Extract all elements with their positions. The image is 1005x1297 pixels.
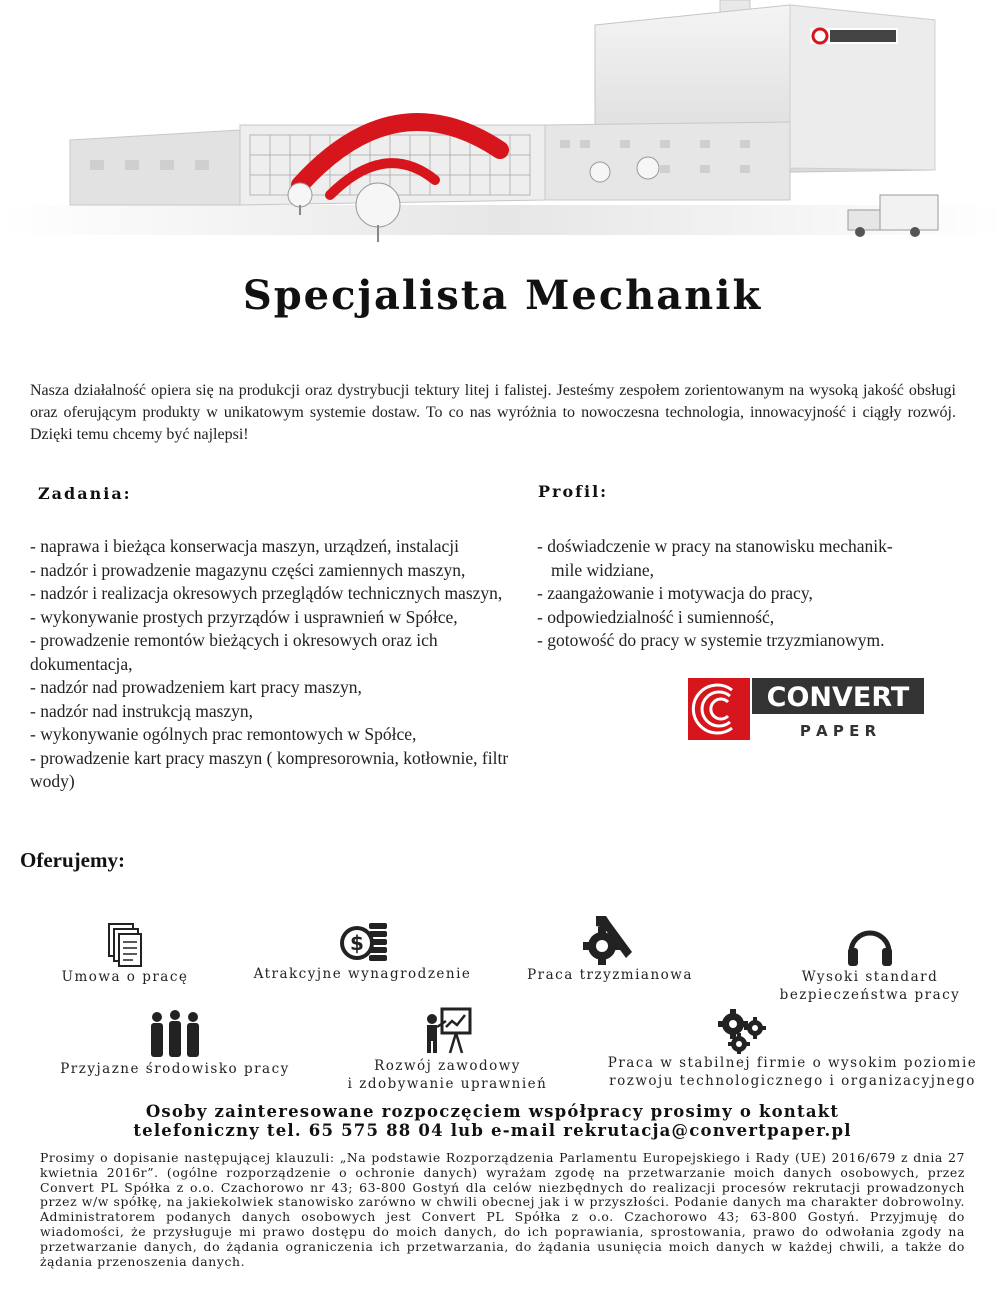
- benefit-friendly-environment: [50, 1010, 300, 1078]
- benefit-label: Umowa o pracę: [61, 969, 189, 985]
- list-item: - wykonywanie ogólnych prac remontowych w Spółce,: [30, 724, 417, 744]
- benefit-label: Atrakcyjne wynagrodzenie: [253, 966, 472, 982]
- benefit-label: Przyjazne środowisko pracy: [60, 1061, 290, 1077]
- list-item: - gotowość do pracy w systemie trzyzmianowym.: [537, 630, 885, 650]
- list-item-continuation: mile widziane,: [551, 559, 655, 580]
- tasks-list: [30, 535, 530, 794]
- svg-text:$: $: [349, 931, 364, 955]
- benefit-label-line2: i zdobywanie uprawnień: [347, 1076, 548, 1092]
- list-item: - wykonywanie prostych przyrządów i usprawnień w Spółce,: [30, 606, 458, 627]
- list-item: - odpowiedzialność i sumienność,: [537, 606, 775, 627]
- benefit-safety-standard: [770, 922, 970, 1004]
- contact-line2: telefoniczny tel. 65 575 88 04 lub e-mail rekrutacja@convertpaper.pl: [133, 1121, 852, 1140]
- logo-text-paper: P A P E R: [799, 722, 877, 740]
- benefit-label-line1: Rozwój zawodowy: [374, 1058, 521, 1074]
- contact-line1: Osoby zainteresowane rozpoczęciem współpracy prosimy o kontakt: [145, 1102, 840, 1121]
- presentation-icon: [422, 1005, 474, 1057]
- list-item: - nadzór nad prowadzeniem kart pracy maszyn,: [30, 677, 362, 697]
- logo-text-convert: CONVERT: [766, 682, 910, 713]
- tasks-heading: Zadania:: [38, 484, 132, 503]
- benefit-label-line1: Praca w stabilnej firmie o wysokim poziomie: [607, 1055, 978, 1071]
- contact-info: [0, 1102, 985, 1140]
- benefit-label: Praca trzyzmianowa: [527, 967, 693, 983]
- list-item: - nadzór nad instrukcją maszyn,: [30, 700, 254, 721]
- page-title: Specjalista Mechanik: [242, 272, 763, 319]
- benefit-employment-contract: [50, 922, 200, 986]
- convert-paper-logo: [688, 678, 924, 740]
- list-item: - prowadzenie remontów bieżących i okresowych oraz ich dokumentacja,: [30, 630, 438, 674]
- benefit-salary: [245, 917, 480, 983]
- benefit-stable-company: [595, 1008, 990, 1090]
- benefit-three-shift: [520, 912, 700, 984]
- documents-icon: [105, 922, 145, 968]
- list-item: - nadzór i prowadzenie magazynu części zamiennych maszyn,: [30, 559, 466, 580]
- benefit-label-line2: bezpieczeństwa pracy: [779, 987, 961, 1003]
- list-item: - naprawa i bieżąca konserwacja maszyn, urządzeń, instalacji: [30, 536, 460, 556]
- benefit-label-line2: rozwoju technologicznego i organizacyjnego: [609, 1073, 976, 1089]
- money-coins-icon: [337, 917, 389, 965]
- header-illustration: [0, 0, 1005, 250]
- profile-heading: Profil:: [538, 482, 609, 501]
- headphones-icon: [845, 922, 895, 968]
- gdpr-clause: Prosimy o dopisanie następującej klauzuli: „Na podstawie Rozporządzenia Parlamentu Europejskiego i Rady (UE) 2016/679 z dnia 27 kwietnia 2016r”. (ogólne rozporządzenie o ochronie danych) wyrażam zgodę na przetwarzanie moich danych osobowych, przez Convert PL Spółka z o.o. Czachorowo nr 43; 63-800 Gostyń dla celów niezbędnych do realizacji procesów rekrutacji prowadzonych przez w/w spółkę, na jakiekolwiek stanowisko zarówno w chwili obecnej jak i w przyszłości. Podanie danych ma charakter dobrowolny. Administratorem podanych danych osobowych jest Convert PL Spółka z o.o. Czachorowo 43; 63-800 Gostyń. Przyjmuję do wiadomości, że przysługuje mi prawo dostępu do moich danych, do ich poprawiania, sprostowania, prawo do odwołania zgody na przetwarzanie danych, do żądania ograniczenia ich przetwarzania, do żądania usunięcia moich danych w każdej chwili, a także do żądania przenoszenia danych.: [40, 1150, 965, 1269]
- company-intro: Nasza działalność opiera się na produkcji oraz dystrybucji tektury litej i falistej. Jesteśmy zespołem zorientowanym na wysoką jakość obsługi oraz oferującym produkty w unikatowym systemie dostaw. To co nas wyróżnia to nowoczesna technologia, innowacyjność i ciągły rozwój. Dzięki temu chcemy być najlepsi!: [30, 382, 956, 443]
- list-item: - prowadzenie kart pracy maszyn ( kompresorownia, kotłownie, filtr wody): [30, 747, 509, 791]
- list-item: - nadzór i realizacja okresowych przeglądów technicznych maszyn,: [30, 583, 503, 603]
- profile-list: [537, 535, 977, 653]
- benefit-label-line1: Wysoki standard: [801, 969, 939, 985]
- list-item: [537, 535, 977, 582]
- list-item: - zaangażowanie i motywacja do pracy,: [537, 583, 813, 603]
- list-item-text: - doświadczenie w pracy na stanowisku mechanik-: [537, 536, 893, 556]
- offer-heading: Oferujemy:: [20, 848, 125, 872]
- gears-icon: [717, 1008, 769, 1054]
- team-icon: [147, 1010, 203, 1060]
- gear-wrench-icon: [582, 912, 638, 966]
- benefit-professional-growth: [335, 1005, 560, 1093]
